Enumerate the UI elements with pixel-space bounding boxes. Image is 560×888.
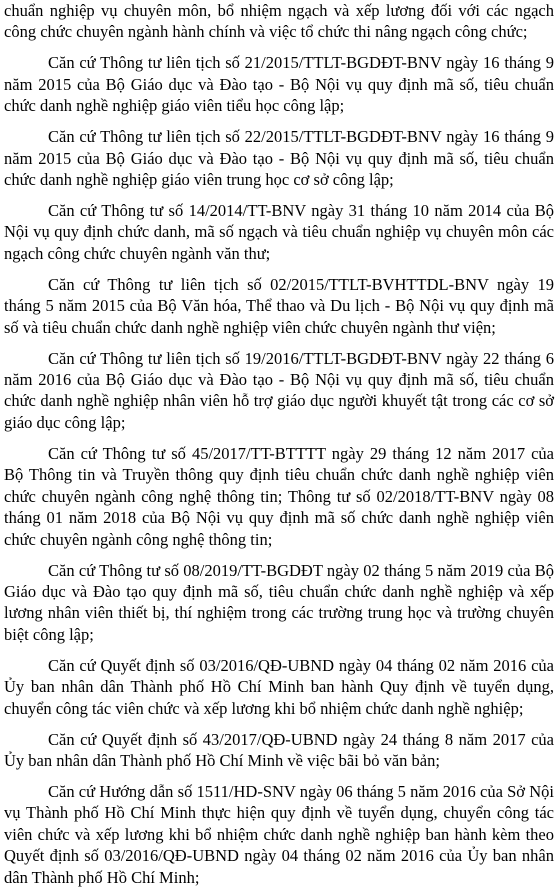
paragraph-citation: Căn cứ Thông tư số 14/2014/TT-BNV ngày 31 tháng 10 năm 2014 của Bộ Nội vụ quy định chức danh, mã số ngạch và tiêu chuẩn nghiệp vụ chuyên môn các ngạch công chức chuyên ngành văn thư;: [4, 201, 554, 263]
paragraph-citation: Căn cứ Thông tư số 08/2019/TT-BGDĐT ngày 02 tháng 5 năm 2019 của Bộ Giáo dục và Đào tạo quy định mã số, tiêu chuẩn chức danh nghề nghiệp và xếp lương nhân viên thiết bị, thí nghiệm trong các trường trung học và trường chuyên biệt công lập;: [4, 560, 554, 644]
paragraph-citation: Căn cứ Hướng dẫn số 1511/HD-SNV ngày 06 tháng 5 năm 2016 của Sở Nội vụ Thành phố Hồ Chí Minh thực hiện quy định về tuyển dụng, chuyển công tác viên chức và xếp lương khi bổ nhiệm chức danh nghề nghiệp ban hành kèm theo Quyết định số 03/2016/QĐ-UBND ngày 04 tháng 02 năm 2016 của Ủy ban nhân dân Thành phố Hồ Chí Minh;: [4, 781, 554, 887]
paragraph-continuation: chuẩn nghiệp vụ chuyên môn, bổ nhiệm ngạch và xếp lương đối với các ngạch công chức chuyên ngành hành chính và việc tổ chức thi nâng ngạch công chức;: [4, 1, 554, 42]
paragraph-citation: Căn cứ Quyết định số 43/2017/QĐ-UBND ngày 24 tháng 8 năm 2017 của Ủy ban nhân dân Thành phố Hồ Chí Minh về việc bãi bỏ văn bản;: [4, 729, 554, 770]
paragraph-citation: Căn cứ Thông tư liên tịch số 19/2016/TTLT-BGDĐT-BNV ngày 22 tháng 6 năm 2016 của Bộ Giáo dục và Đào tạo - Bộ Nội vụ quy định mã số, tiêu chuẩn chức danh nghề nghiệp nhân viên hỗ trợ giáo dục người khuyết tật trong các cơ sở giáo dục công lập;: [4, 348, 554, 432]
paragraph-citation: Căn cứ Thông tư liên tịch số 21/2015/TTLT-BGDĐT-BNV ngày 16 tháng 9 năm 2015 của Bộ Giáo dục và Đào tạo - Bộ Nội vụ quy định mã số, tiêu chuẩn chức danh nghề nghiệp giáo viên tiểu học công lập;: [4, 53, 554, 116]
paragraph-citation: Căn cứ Thông tư liên tịch số 02/2015/TTLT-BVHTTDL-BNV ngày 19 tháng 5 năm 2015 của Bộ Văn hóa, Thể thao và Du lịch - Bộ Nội vụ quy định mã số và tiêu chuẩn chức danh nghề nghiệp viên chức chuyên ngành thư viện;: [4, 274, 554, 337]
paragraph-citation: Căn cứ Thông tư liên tịch số 22/2015/TTLT-BGDĐT-BNV ngày 16 tháng 9 năm 2015 của Bộ Giáo dục và Đào tạo - Bộ Nội vụ quy định mã số, tiêu chuẩn chức danh nghề nghiệp giáo viên trung học cơ sở công lập;: [4, 127, 554, 190]
paragraph-citation: Căn cứ Thông tư số 45/2017/TT-BTTTT ngày 29 tháng 12 năm 2017 của Bộ Thông tin và Truyền thông quy định tiêu chuẩn chức danh nghề nghiệp viên chức chuyên ngành công nghệ thông tin; Thông tư số 02/2018/TT-BNV ngày 08 tháng 01 năm 2018 của Bộ Nội vụ quy định mã số chức danh nghề nghiệp viên chức chuyên ngành công nghệ thông tin;: [4, 443, 554, 549]
paragraph-citation: Căn cứ Quyết định số 03/2016/QĐ-UBND ngày 04 tháng 02 năm 2016 của Ủy ban nhân dân Thành phố Hồ Chí Minh ban hành Quy định về tuyển dụng, chuyển công tác viên chức và xếp lương khi bổ nhiệm chức danh nghề nghiệp;: [4, 655, 554, 718]
